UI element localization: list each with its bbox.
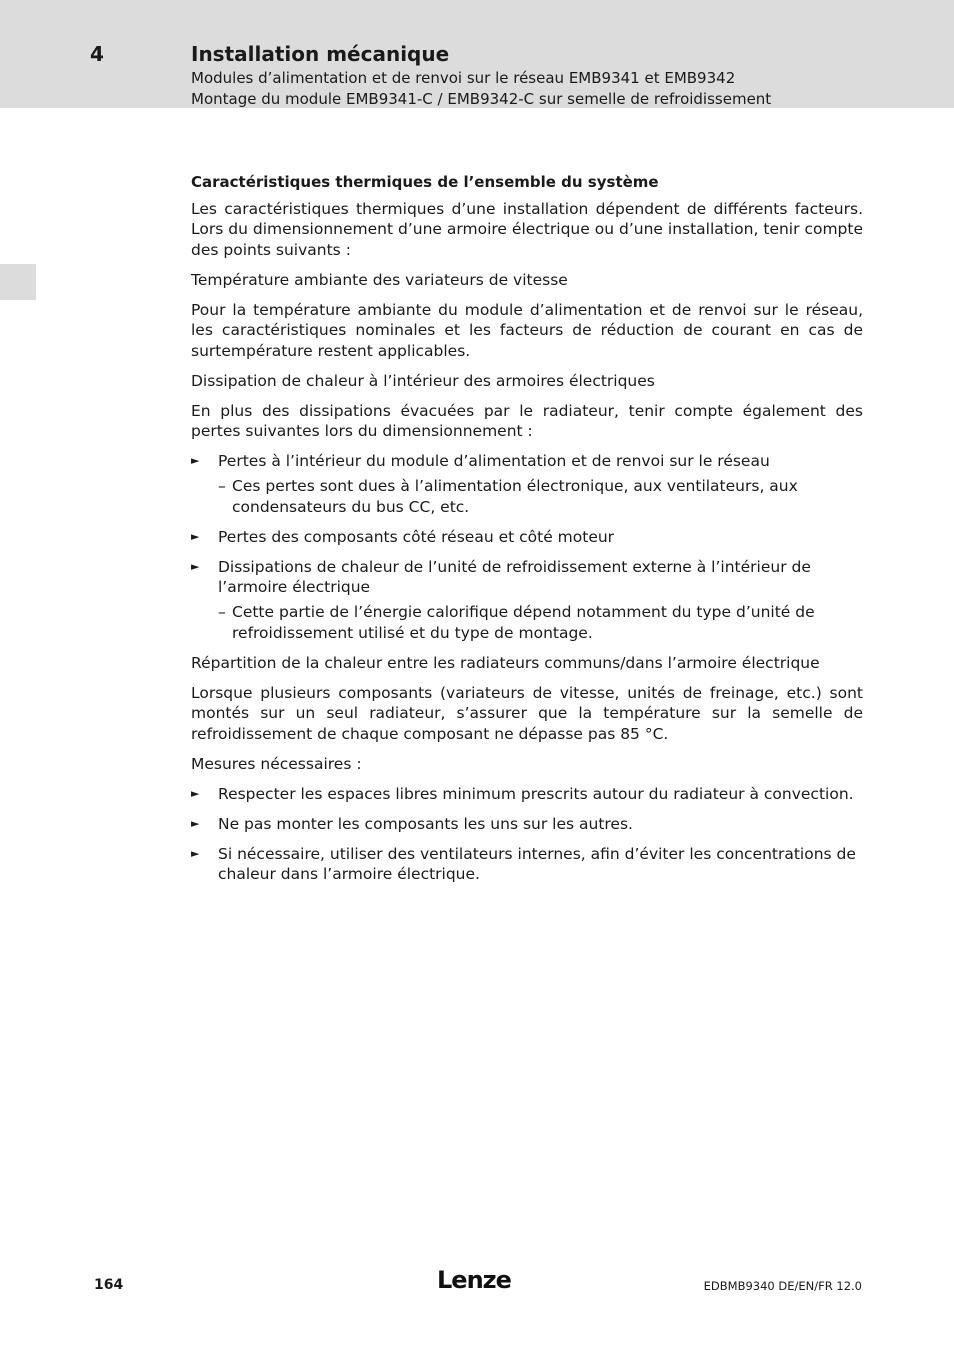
paragraph-dissipation: En plus des dissipations évacuées par le radiateur, tenir compte également des pertes suivantes lors du dimensionnement : bbox=[191, 401, 863, 440]
side-tab-marker bbox=[0, 264, 36, 300]
bullet-text: Si nécessaire, utiliser des ventilateurs internes, afin d’éviter les concentrations de chaleur dans l’armoire électrique. bbox=[218, 844, 856, 883]
document-reference: EDBMB9340 DE/EN/FR 12.0 bbox=[703, 1279, 862, 1293]
bullet-arrow-icon: ► bbox=[191, 816, 200, 830]
bullet-text: Pertes à l’intérieur du module d’alimentation et de renvoi sur le réseau bbox=[218, 452, 770, 470]
paragraph-intro: Les caractéristiques thermiques d’une installation dépendent de différents facteurs. Lors du dimensionnement d’une armoire électrique ou d’une installation, tenir compte des points suivants : bbox=[191, 199, 863, 259]
list-item bbox=[191, 814, 863, 835]
page-number: 164 bbox=[94, 1277, 124, 1293]
paragraph-ambient-temp-title: Température ambiante des variateurs de vitesse bbox=[191, 270, 568, 289]
dash-text: Cette partie de l’énergie calorifique dépend notamment du type d’unité de refroidissement utilisé et du type de montage. bbox=[232, 603, 815, 642]
paragraph-dissipation-title: Dissipation de chaleur à l’intérieur des armoires électriques bbox=[191, 371, 655, 390]
list-item bbox=[191, 451, 863, 472]
bullet-arrow-icon: ► bbox=[191, 454, 200, 467]
dash-text: Ces pertes sont dues à l’alimentation électronique, aux ventilateurs, aux condensateurs du bus CC, etc. bbox=[232, 477, 798, 516]
bullet-arrow-icon: ► bbox=[191, 559, 200, 573]
bullet-arrow-icon: ► bbox=[191, 846, 200, 860]
bullet-text: Dissipations de chaleur de l’unité de refroidissement externe à l’intérieur de l’armoire électrique bbox=[218, 557, 811, 596]
paragraph-heat-distribution-title: Répartition de la chaleur entre les radiateurs communs/dans l’armoire électrique bbox=[191, 653, 820, 672]
bullet-text: Pertes des composants côté réseau et côté moteur bbox=[218, 527, 615, 546]
paragraph-measures: Mesures nécessaires : bbox=[191, 754, 362, 773]
list-item bbox=[191, 527, 863, 548]
list-item bbox=[191, 557, 863, 598]
subtitle-2: Montage du module EMB9341-C / EMB9342-C sur semelle de refroidissement bbox=[191, 90, 772, 108]
dash-glyph: – bbox=[218, 477, 226, 495]
paragraph-ambient-temp: Pour la température ambiante du module d’alimentation et de renvoi sur le réseau, les caractéristiques nominales et les facteurs de réduction de courant en cas de surtempérature restent applicables. bbox=[191, 300, 863, 360]
lenze-logo: Lenze bbox=[437, 1266, 511, 1294]
bullet-arrow-icon: ► bbox=[191, 786, 200, 800]
sub-list-item bbox=[191, 602, 863, 643]
dash-glyph: – bbox=[218, 603, 226, 621]
main-content bbox=[191, 172, 863, 894]
subtitle-1: Modules d’alimentation et de renvoi sur le réseau EMB9341 et EMB9342 bbox=[191, 69, 736, 87]
bullet-arrow-icon: ► bbox=[191, 529, 200, 543]
chapter-number: 4 bbox=[90, 42, 104, 66]
bullet-text: Respecter les espaces libres minimum prescrits autour du radiateur à convection. bbox=[218, 784, 854, 803]
chapter-title: Installation mécanique bbox=[191, 42, 450, 66]
bullet-text: Ne pas monter les composants les uns sur les autres. bbox=[218, 814, 633, 833]
paragraph-heat-distribution: Lorsque plusieurs composants (variateurs de vitesse, unités de freinage, etc.) sont montés sur un seul radiateur, s’assurer que la température sur la semelle de refroidissement de chaque composant ne dépasse pas 85 °C. bbox=[191, 683, 863, 743]
list-item bbox=[191, 844, 863, 885]
sub-list-item bbox=[191, 476, 863, 517]
section-heading: Caractéristiques thermiques de l’ensemble du système bbox=[191, 173, 659, 191]
list-item bbox=[191, 784, 863, 805]
